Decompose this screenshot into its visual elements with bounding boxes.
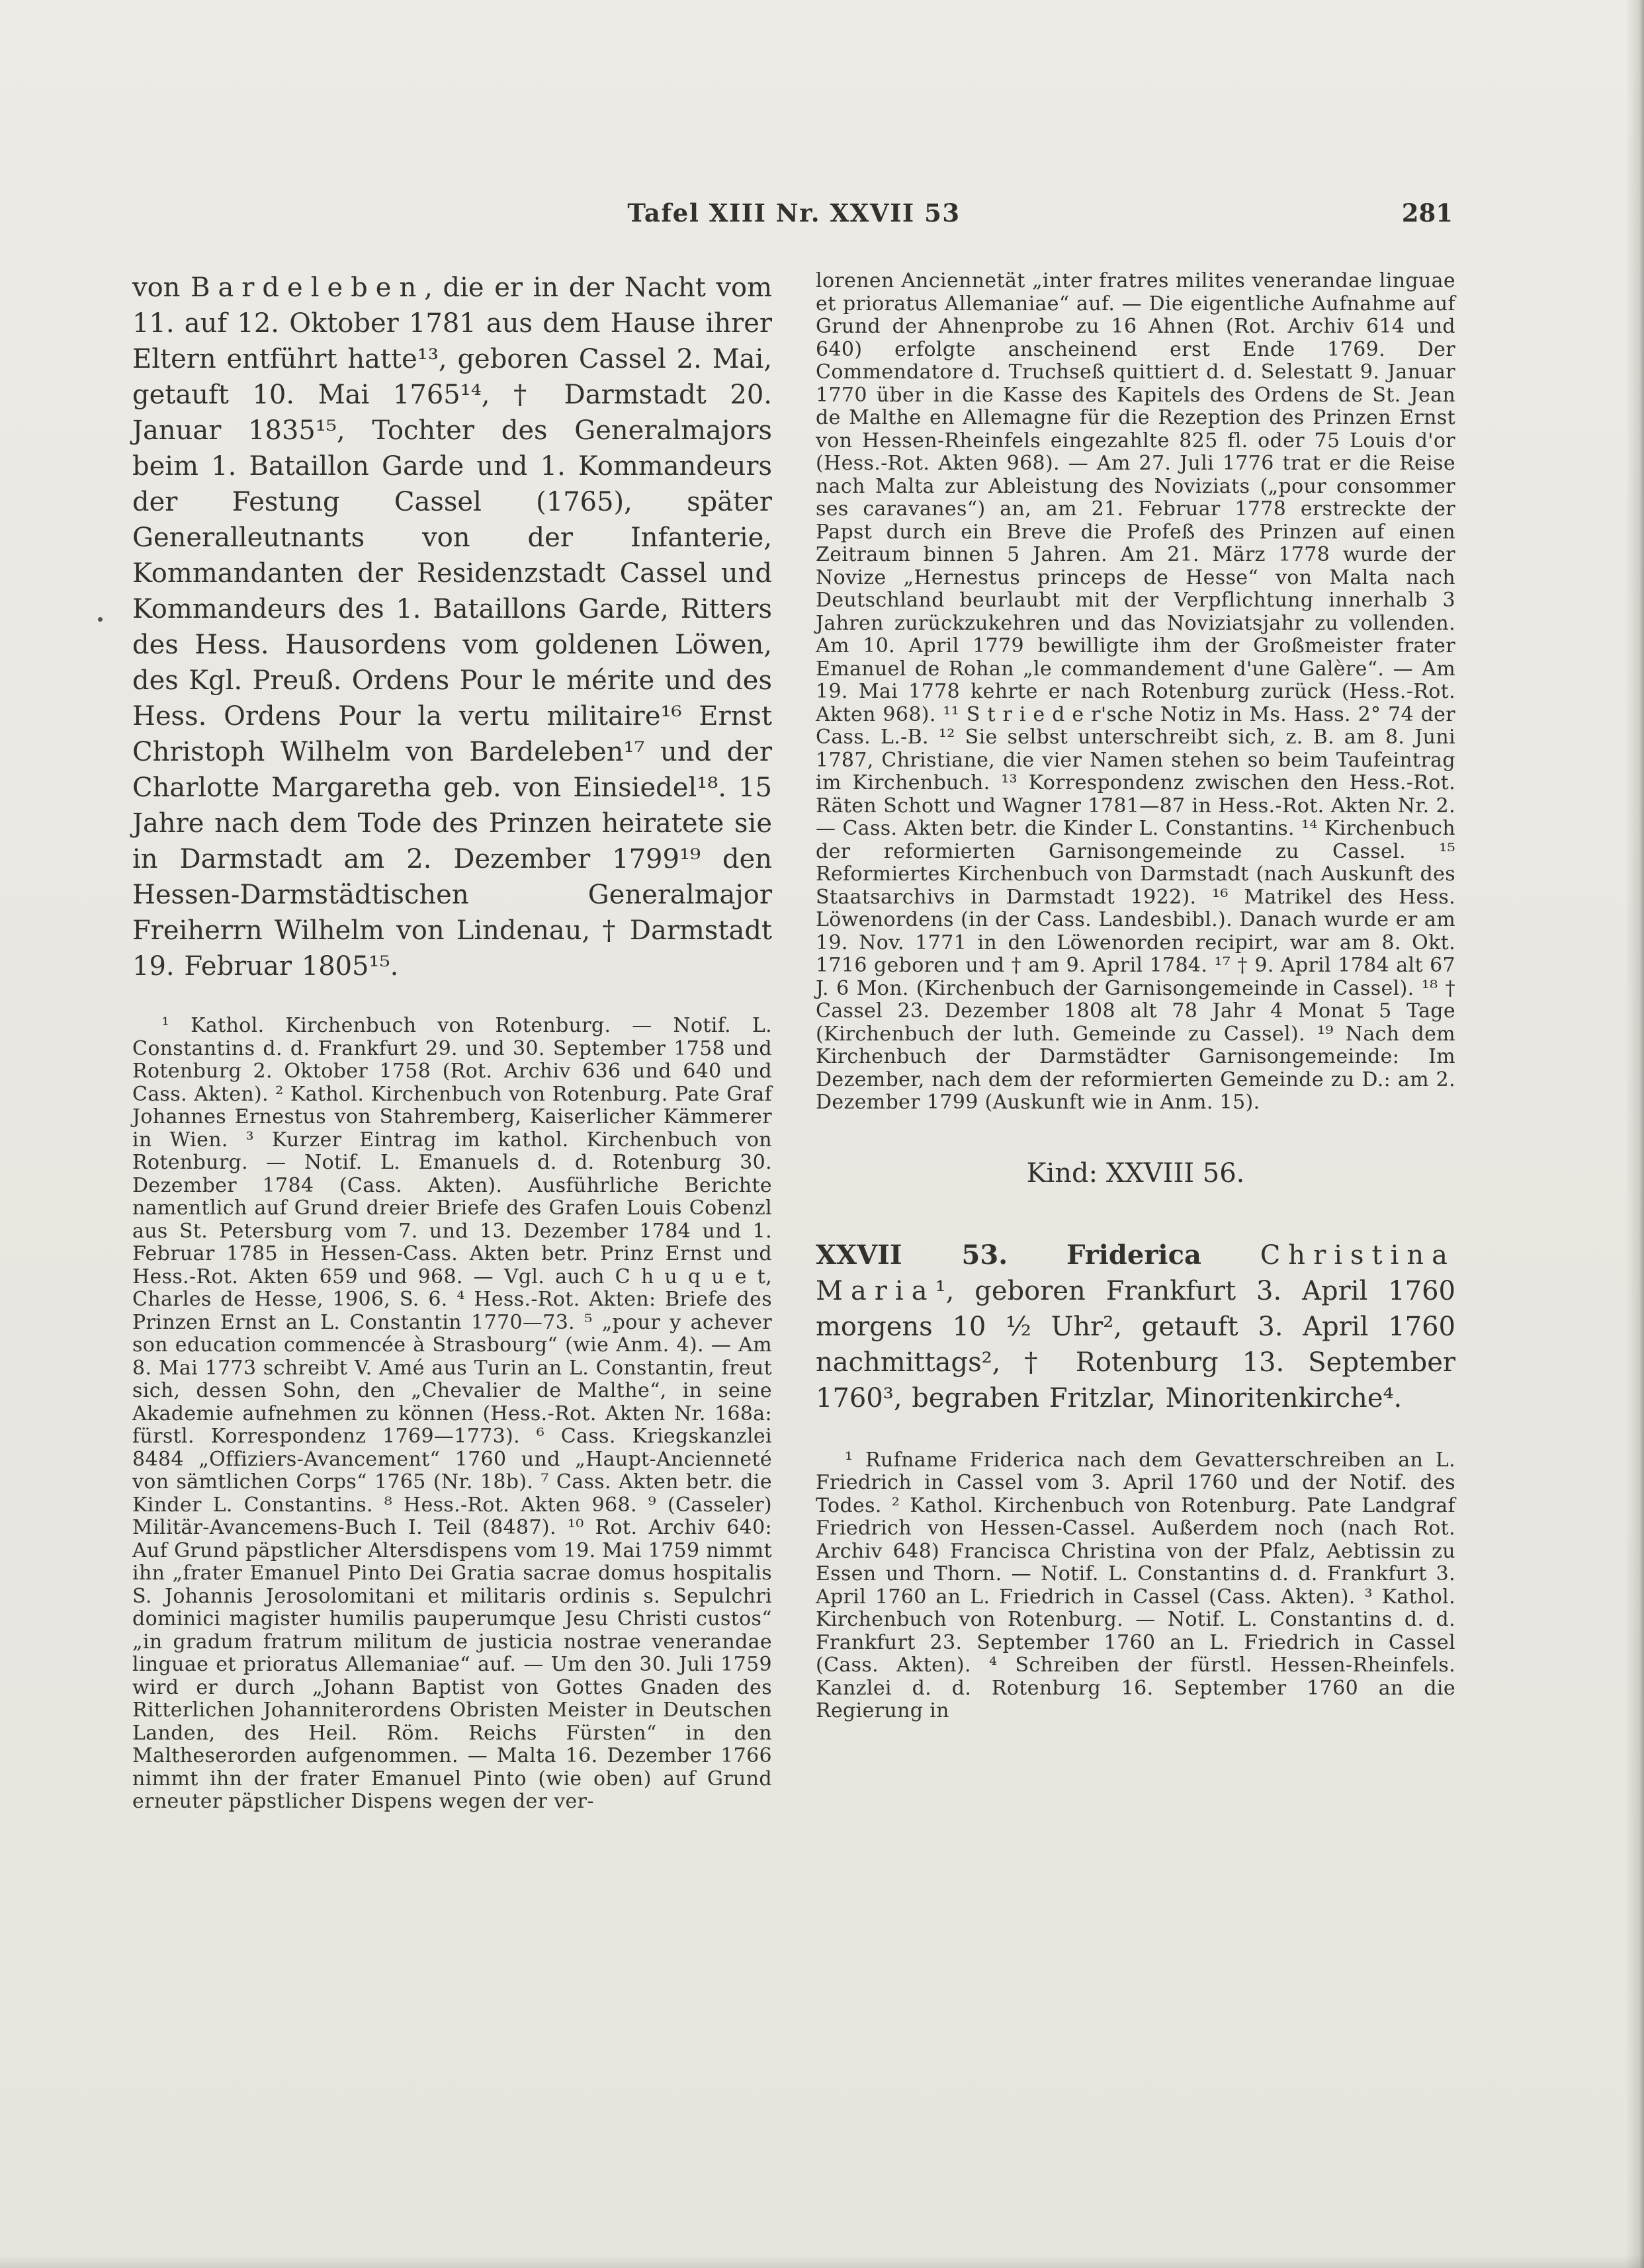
entry-footnotes-block: ¹ Rufname Friderica nach dem Gevatterschreiben an L. Friedrich in Cassel vom 3. April 1760 und der Notif. des Todes. ² Kathol. Kirchenbuch von Rotenburg. Pate Landgraf Friedrich von Hessen-Cassel. Außerdem noch (nach Rot. Archiv 648) Francisca Christina von der Pfalz, Aebtissin zu Essen und Thorn. — Notif. L. Constantins d. d. Frankfurt 3. April 1760 an L. Friedrich in Cassel (Cass. Akten). ³ Kathol. Kirchenbuch von Rotenburg. — Notif. L. Constantins d. d. Frankfurt 23. September 1760 an L. Friedrich in Cassel (Cass. Akten). ⁴ Schreiben der fürstl. Hessen-Rheinfels. Kanzlei d. d. Rotenburg 16. September 1760 an die Regierung in [816,1448,1455,1722]
kind-reference-line: Kind: XXVIII 56. [1026,1157,1245,1189]
scan-edge-shadow-bottom [0,2255,1644,2268]
page-number: 281 [1401,198,1453,228]
scan-edge-shadow-right [1625,0,1644,2268]
entry-paragraph [816,1238,1455,1416]
entry-body: ¹, geboren Frankfurt 3. April 1760 morgens 10 ¹⁄₂ Uhr², getauft 3. April 1760 nachmittags², † Rotenburg 13. September 1760³, begraben Fritzlar, Minoritenkirche⁴. [816,1275,1455,1413]
entry-name-spaced: Christina Maria [816,1239,1455,1306]
main-paragraph-lead: von [132,273,181,303]
entry-name: Friderica [1066,1239,1201,1271]
main-paragraph [132,270,772,984]
right-column [816,270,1455,1814]
left-footnotes-block: ¹ Kathol. Kirchenbuch von Rotenburg. — Notif. L. Constantins d. d. Frankfurt 29. und 30. September 1758 und Rotenburg 2. Oktober 1758 (Rot. Archiv 636 und 640 und Cass. Akten). ² Kathol. Kirchenbuch von Rotenburg. Pate Graf Johannes Ernestus von Stahremberg, Kaiserlicher Kämmerer in Wien. ³ Kurzer Eintrag im kathol. Kirchenbuch von Rotenburg. — Notif. L. Emanuels d. d. Rotenburg 30. Dezember 1784 (Cass. Akten). Ausführliche Berichte namentlich auf Grund dreier Briefe des Grafen Louis Cobenzl aus St. Petersburg vom 7. und 13. Dezember 1784 und 1. Februar 1785 in Hessen-Cass. Akten betr. Prinz Ernst und Hess.-Rot. Akten 659 und 968. — Vgl. auch C h u q u e t, Charles de Hesse, 1906, S. 6. ⁴ Hess.-Rot. Akten: Briefe des Prinzen Ernst an L. Constantin 1770—73. ⁵ „pour y achever son education commencée à Strasbourg“ (wie Anm. 4). — Am 8. Mai 1773 schreibt V. Amé aus Turin an L. Constantin, freut sich, dessen Sohn, den „Chevalier de Malthe“, in seine Akademie aufnehmen zu können (Hess.-Rot. Akten Nr. 168a: fürstl. Korrespondenz 1769—1773). ⁶ Cass. Kriegskanzlei 8484 „Offiziers-Avancement“ 1760 und „Haupt-Ancienneté von sämtlichen Corps“ 1765 (Nr. 18b). ⁷ Cass. Akten betr. die Kinder L. Constantins. ⁸ Hess.-Rot. Akten 968. ⁹ (Casseler) Militär-Avancemens-Buch I. Teil (8487). ¹⁰ Rot. Archiv 640: Auf Grund päpstlicher Altersdispens vom 19. Mai 1759 nimmt ihn „frater Emanuel Pinto Dei Gratia sacrae domus hospitalis S. Johannis Jerosolomitani et militaris ordinis s. Sepulchri dominici magister humilis pauperumque Jesu Christi custos“ „in gradum fratrum militum de justicia nostrae venerandae linguae et prioratus Allemaniae“ auf. — Um den 30. Juli 1759 wird er durch „Johann Baptist von Gottes Gnaden des Ritterlichen Johanniterordens Obristen Meister in Deutschen Landen, des Heil. Röm. Reichs Fürsten“ in den Maltheserorden aufgenommen. — Malta 16. Dezember 1766 nimmt ihn der frater Emanuel Pinto (wie oben) auf Grund erneuter päpstlicher Dispens wegen der ver- [132,1014,772,1813]
running-title: Tafel XIII Nr. XXVII 53 [627,198,961,228]
ink-speck [98,617,103,622]
main-paragraph-name-spaced: Bardeleben [191,273,425,303]
left-column [132,270,772,1814]
main-paragraph-body: , die er in der Nacht vom 11. auf 12. Oktober 1781 aus dem Hause ihrer Eltern entführt hatte¹³, geboren Cassel 2. Mai, getauft 10. Mai 1765¹⁴, † Darmstadt 20. Januar 1835¹⁵, Tochter des Generalmajors beim 1. Bataillon Garde und 1. Kommandeurs der Festung Cassel (1765), später Generalleutnants von der Infanterie, Kommandanten der Residenzstadt Cassel und Kommandeurs des 1. Bataillons Garde, Ritters des Hess. Hausordens vom goldenen Löwen, des Kgl. Preuß. Ordens Pour le mérite und des Hess. Ordens Pour la vertu militaire¹⁶ Ernst Christoph Wilhelm von Bardeleben¹⁷ und der Charlotte Margaretha geb. von Einsiedel¹⁸. 15 Jahre nach dem Tode des Prinzen heiratete sie in Darmstadt am 2. Dezember 1799¹⁹ den Hessen-Darmstädtischen Generalmajor Freiherrn Wilhelm von Lindenau, † Darmstadt 19. Februar 1805¹⁵. [132,273,773,982]
footnotes-continuation-block: lorenen Anciennetät „inter fratres milites venerandae linguae et prioratus Allemaniae“ auf. — Die eigentliche Aufnahme auf Grund der Ahnenprobe zu 16 Ahnen (Rot. Archiv 614 und 640) erfolgte anscheinend erst Ende 1769. Der Commendatore d. Truchseß quittiert d. d. Selestatt 9. Januar 1770 über in die Kasse des Kapitels des Ordens de St. Jean de Malthe en Allemagne für die Rezeption des Prinzen Ernst von Hessen-Rheinfels eingezahlte 825 fl. oder 75 Louis d'or (Hess.-Rot. Akten 968). — Am 27. Juli 1776 trat er die Reise nach Malta zur Ableistung des Noviziats („pour consommer ses caravanes“) an, am 21. Februar 1778 erstreckte der Papst durch ein Breve die Profeß des Prinzen auf einen Zeitraum binnen 5 Jahren. Am 21. März 1778 wurde der Novize „Hernestus princeps de Hesse“ von Malta nach Deutschland beurlaubt mit der Verpflichtung innerhalb 3 Jahren zurückzukehren und das Noviziatsjahr zu vollenden. Am 10. April 1779 bewilligte ihm der Großmeister frater Emanuel de Rohan „le commandement d'une Galère“. — Am 19. Mai 1778 kehrte er nach Rotenburg zurück (Hess.-Rot. Akten 968). ¹¹ S t r i e d e r'sche Notiz in Ms. Hass. 2° 74 der Cass. L.-B. ¹² Sie selbst unterschreibt sich, z. B. am 8. Juni 1787, Christiane, die vier Namen stehen so beim Taufeintrag im Kirchenbuch. ¹³ Korrespondenz zwischen den Hess.-Rot. Räten Schott und Wagner 1781—87 in Hess.-Rot. Akten Nr. 2. — Cass. Akten betr. die Kinder L. Constantins. ¹⁴ Kirchenbuch der reformierten Garnisongemeinde zu Cassel. ¹⁵ Reformiertes Kirchenbuch von Darmstadt (nach Auskunft des Staatsarchivs in Darmstadt 1922). ¹⁶ Matrikel des Hess. Löwenordens (in der Cass. Landesbibl.). Danach wurde er am 19. Nov. 1771 in den Löwenorden recipirt, war am 8. Okt. 1716 geboren und † am 9. April 1784. ¹⁷ † 9. April 1784 alt 67 J. 6 Mon. (Kirchenbuch der Garnisongemeinde in Cassel). ¹⁸ † Cassel 23. Dezember 1808 alt 78 Jahr 4 Monat 5 Tage (Kirchenbuch der luth. Gemeinde zu Cassel). ¹⁹ Nach dem Kirchenbuch der Darmstädter Garnisongemeinde: Im Dezember, nach dem der reformierten Gemeinde zu D.: am 2. Dezember 1799 (Auskunft wie in Anm. 15). [816,269,1455,1114]
entry-number: XXVII 53. [816,1239,1008,1271]
text-columns [132,270,1455,1814]
page-header [132,198,1455,235]
